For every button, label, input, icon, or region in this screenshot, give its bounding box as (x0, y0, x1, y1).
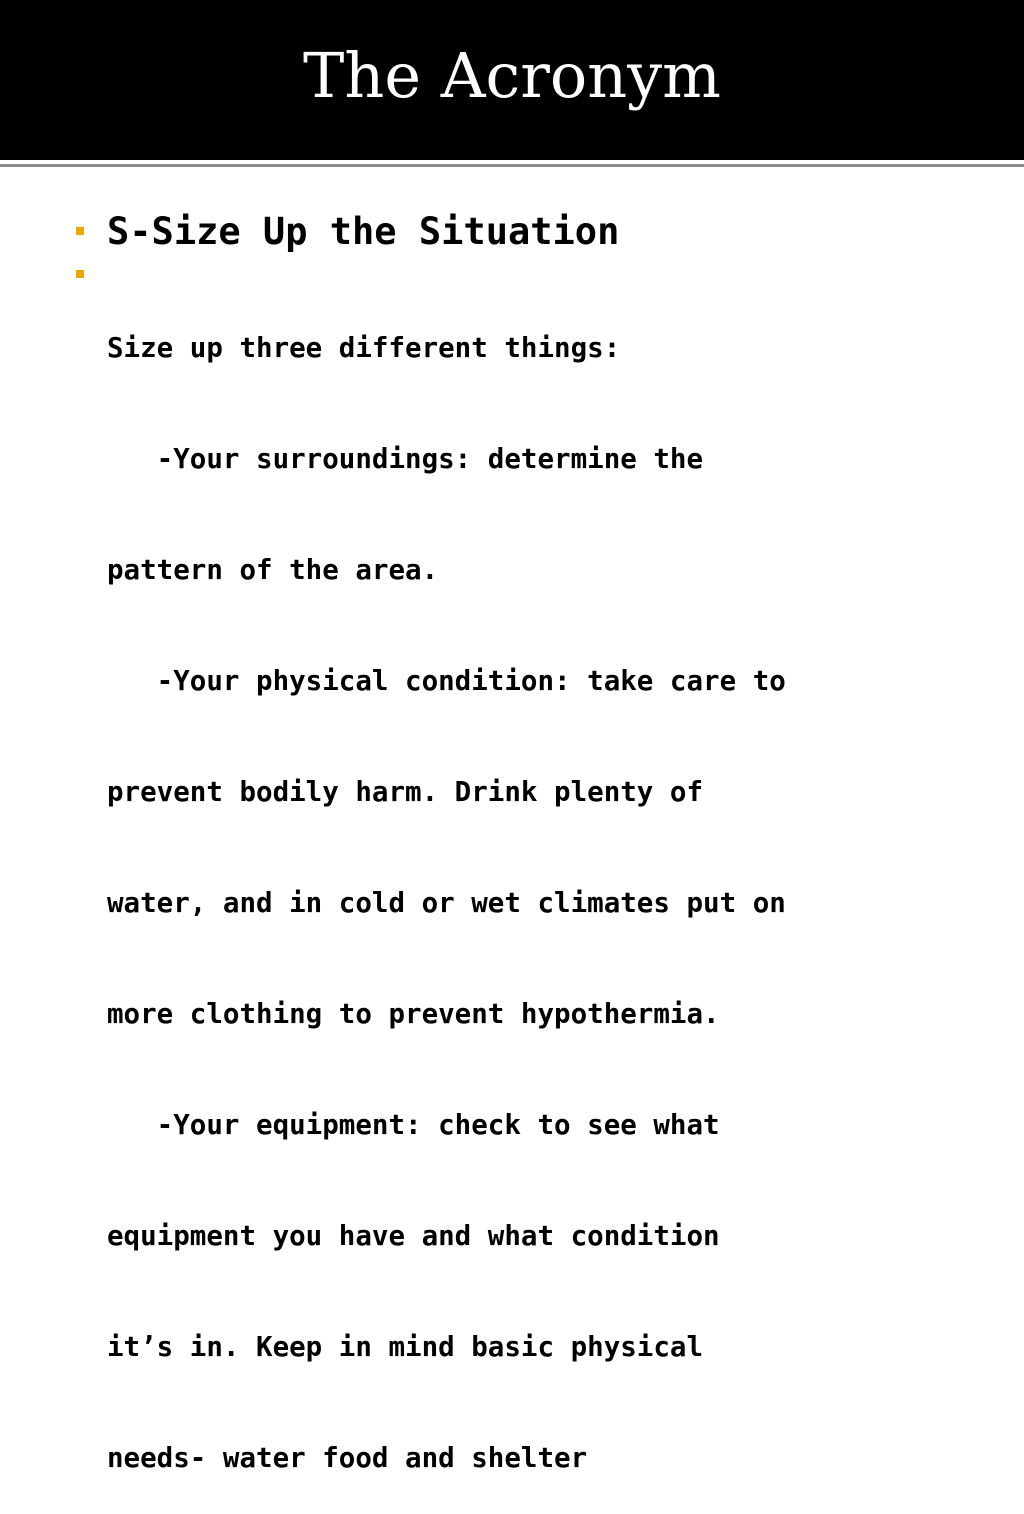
body-line: Size up three different things: (107, 332, 621, 364)
slide-title: The Acronym (303, 39, 721, 112)
body-line: needs- water food and shelter (107, 1442, 588, 1474)
body-line: it’s in. Keep in mind basic physical (107, 1331, 704, 1363)
title-divider (0, 164, 1024, 167)
body-line: water, and in cold or wet climates put on (107, 887, 786, 919)
body-line: pattern of the area. (107, 554, 439, 586)
square-bullet-icon (76, 270, 84, 278)
body-line: -Your physical condition: take care to (107, 665, 786, 697)
body-line: prevent bodily harm. Drink plenty of (107, 776, 704, 808)
square-bullet-icon (76, 227, 84, 235)
body-line: equipment you have and what condition (107, 1220, 720, 1252)
bullet-body (107, 256, 786, 1514)
body-line: -Your surroundings: determine the (107, 443, 704, 475)
bullet-heading: S-Size Up the Situation (107, 210, 620, 253)
body-line: -Your equipment: check to see what (107, 1109, 720, 1141)
title-bar (0, 0, 1024, 160)
body-line: more clothing to prevent hypothermia. (107, 998, 720, 1030)
